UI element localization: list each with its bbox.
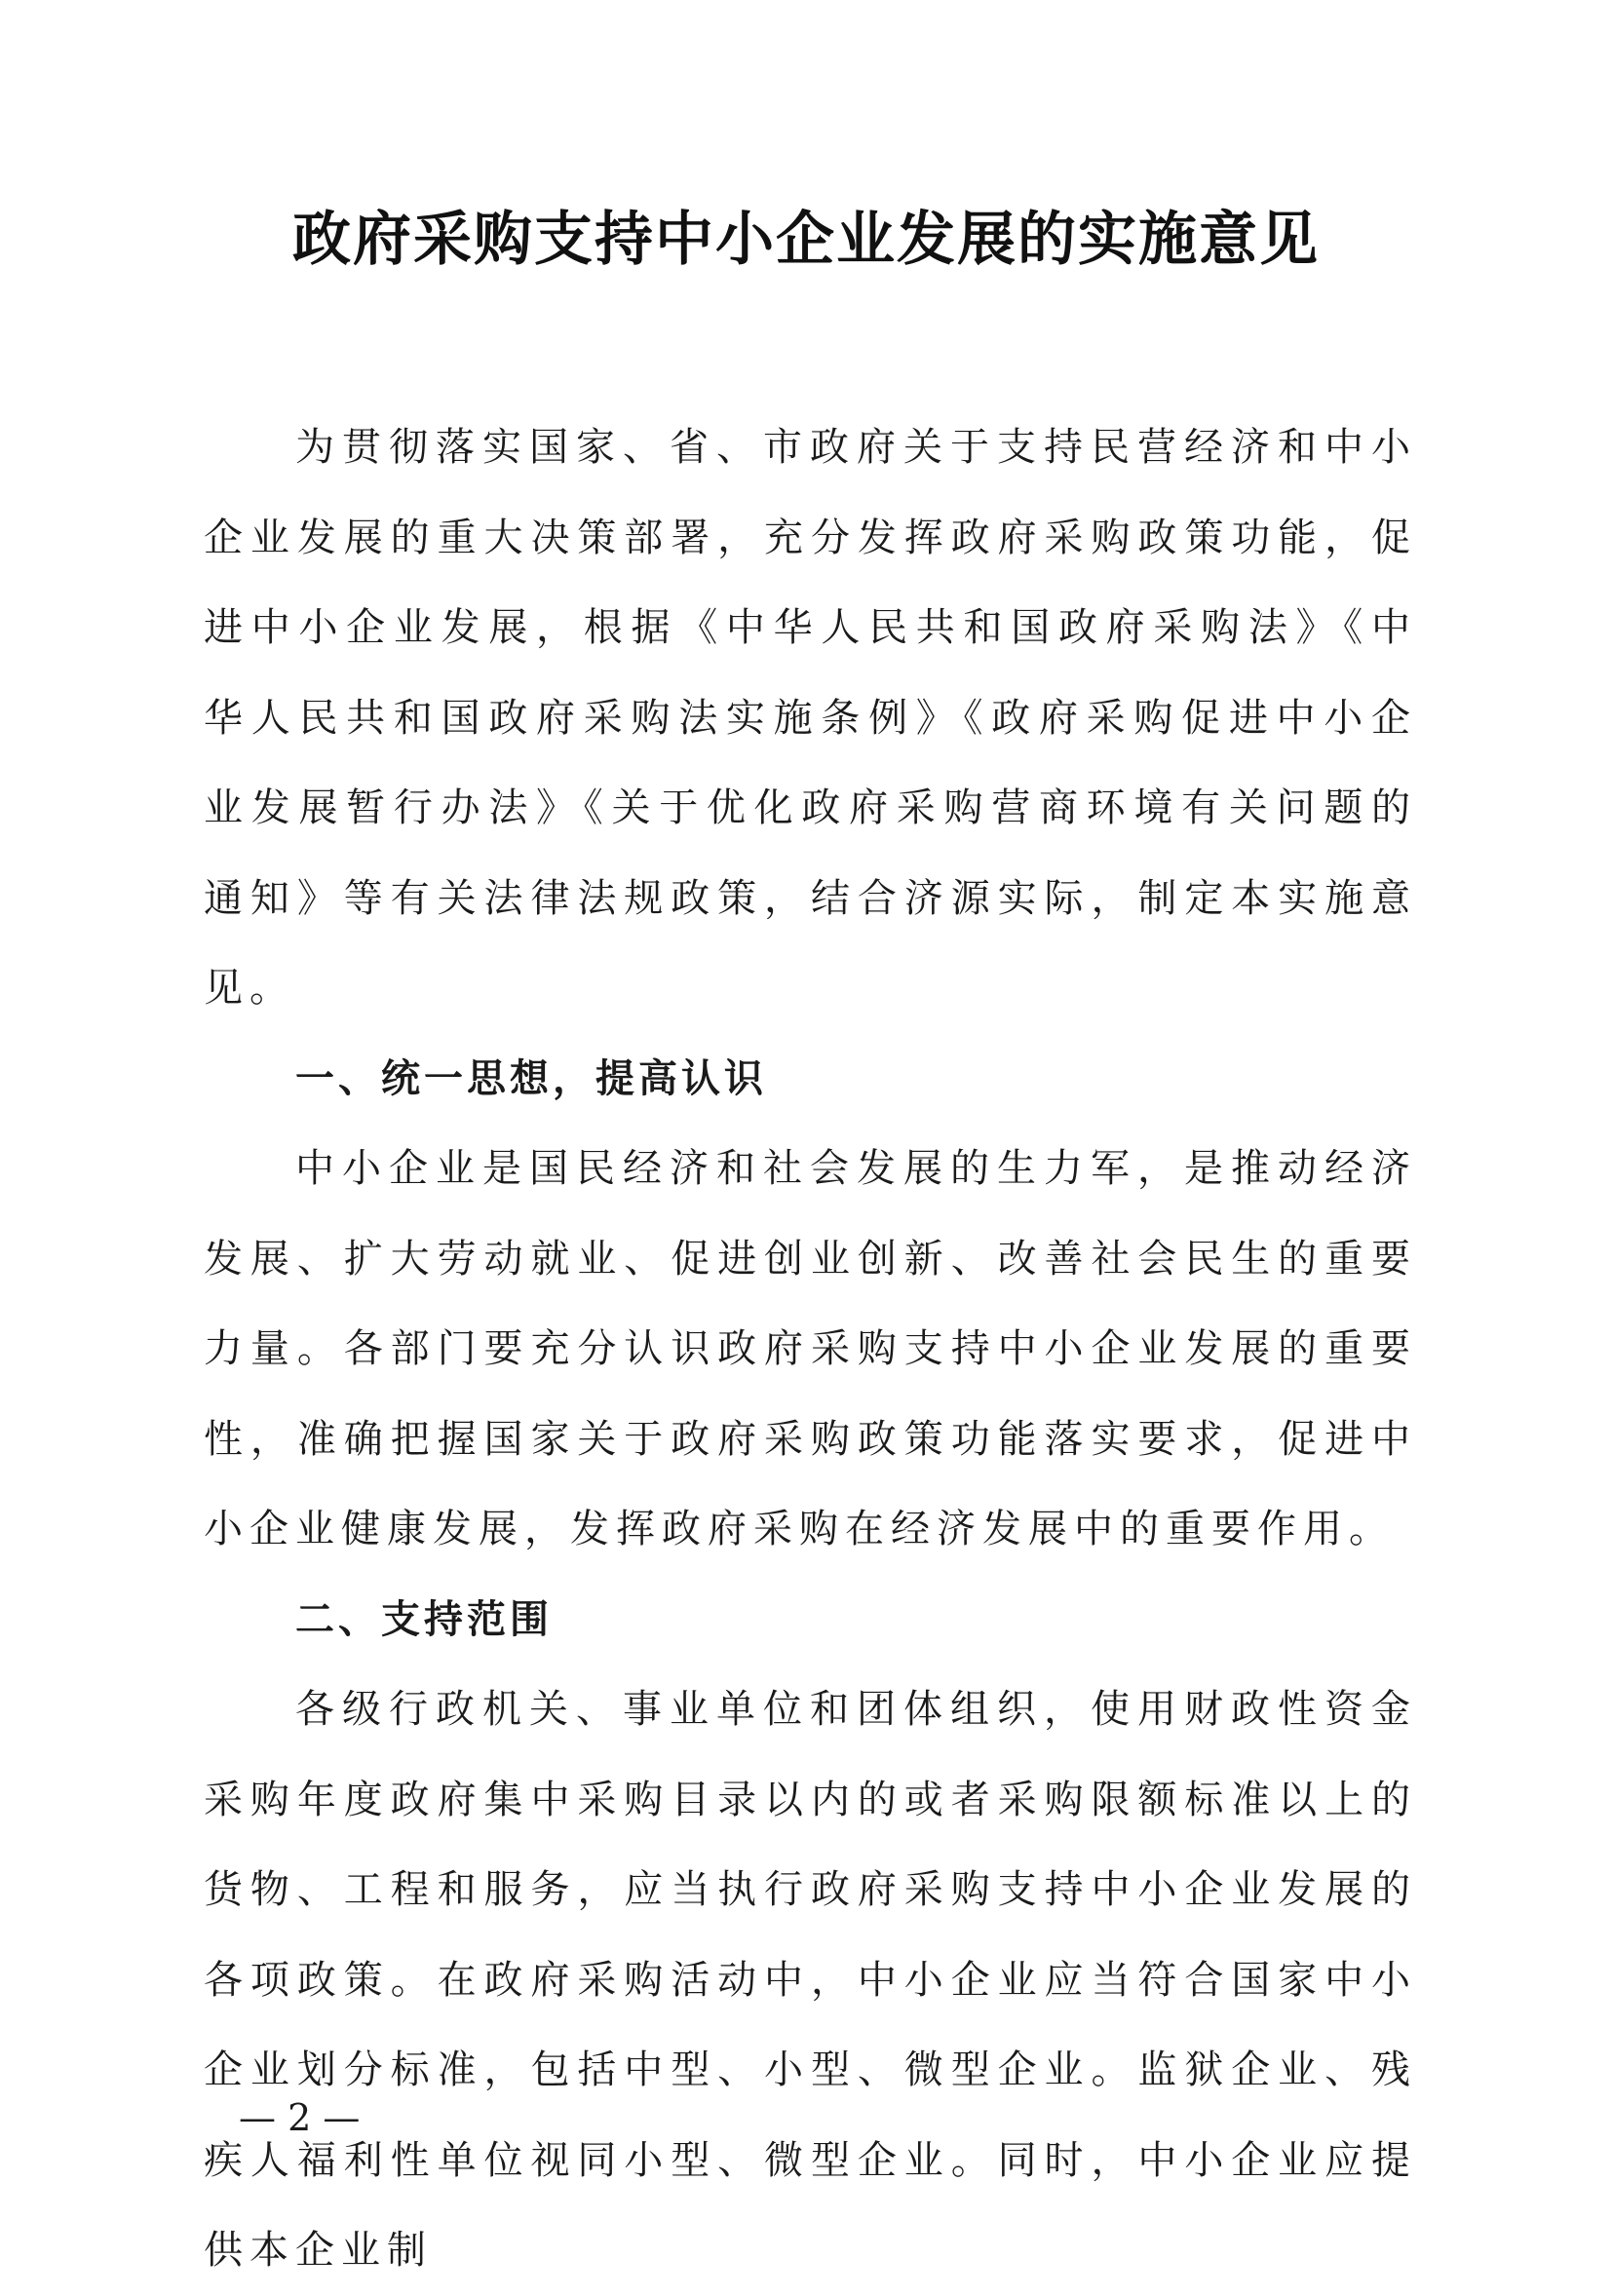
document-title: 政府采购支持中小企业发展的实施意见 <box>292 206 1320 274</box>
intro-paragraph: 为贯彻落实国家、省、市政府关于支持民营经济和中小企业发展的重大决策部署，充分发挥政府采购政策功能，促进中小企业发展，根据《中华人民共和国政府采购法》《中华人民共和国政府采购法实施条例》《政府采购促进中小企业发展暂行办法》《关于优化政府采购营商环境有关问题的通知》等有关法律法规政策，结合济源实际，制定本实施意见。 <box>204 425 1417 1011</box>
section-paragraph: 中小企业是国民经济和社会发展的生力军，是推动经济发展、扩大劳动就业、促进创业创新、改善社会民生的重要力量。各部门要充分认识政府采购支持中小企业发展的重要性，准确把握国家关于政府采购政策功能落实要求，促进中小企业健康发展，发挥政府采购在经济发展中的重要作用。 <box>204 1146 1417 1551</box>
section-heading: 二、支持范围 <box>295 1596 553 1642</box>
section-unify-thinking <box>204 1034 1417 1575</box>
section-support-scope <box>204 1575 1417 2296</box>
section-paragraph: 各级行政机关、事业单位和团体组织，使用财政性资金采购年度政府集中采购目录以内的或者采购限额标准以上的货物、工程和服务，应当执行政府采购支持中小企业发展的各项政策。在政府采购活动中，中小企业应当符合国家中小企业划分标准，包括中型、小型、微型企业。监狱企业、残疾人福利性单位视同小型、微型企业。同时，中小企业应提供本企业制 <box>204 1687 1417 2273</box>
document-body <box>204 402 1417 2296</box>
page-number: — 2 — <box>239 2096 361 2139</box>
section-heading: 一、统一思想，提高认识 <box>295 1055 767 1101</box>
